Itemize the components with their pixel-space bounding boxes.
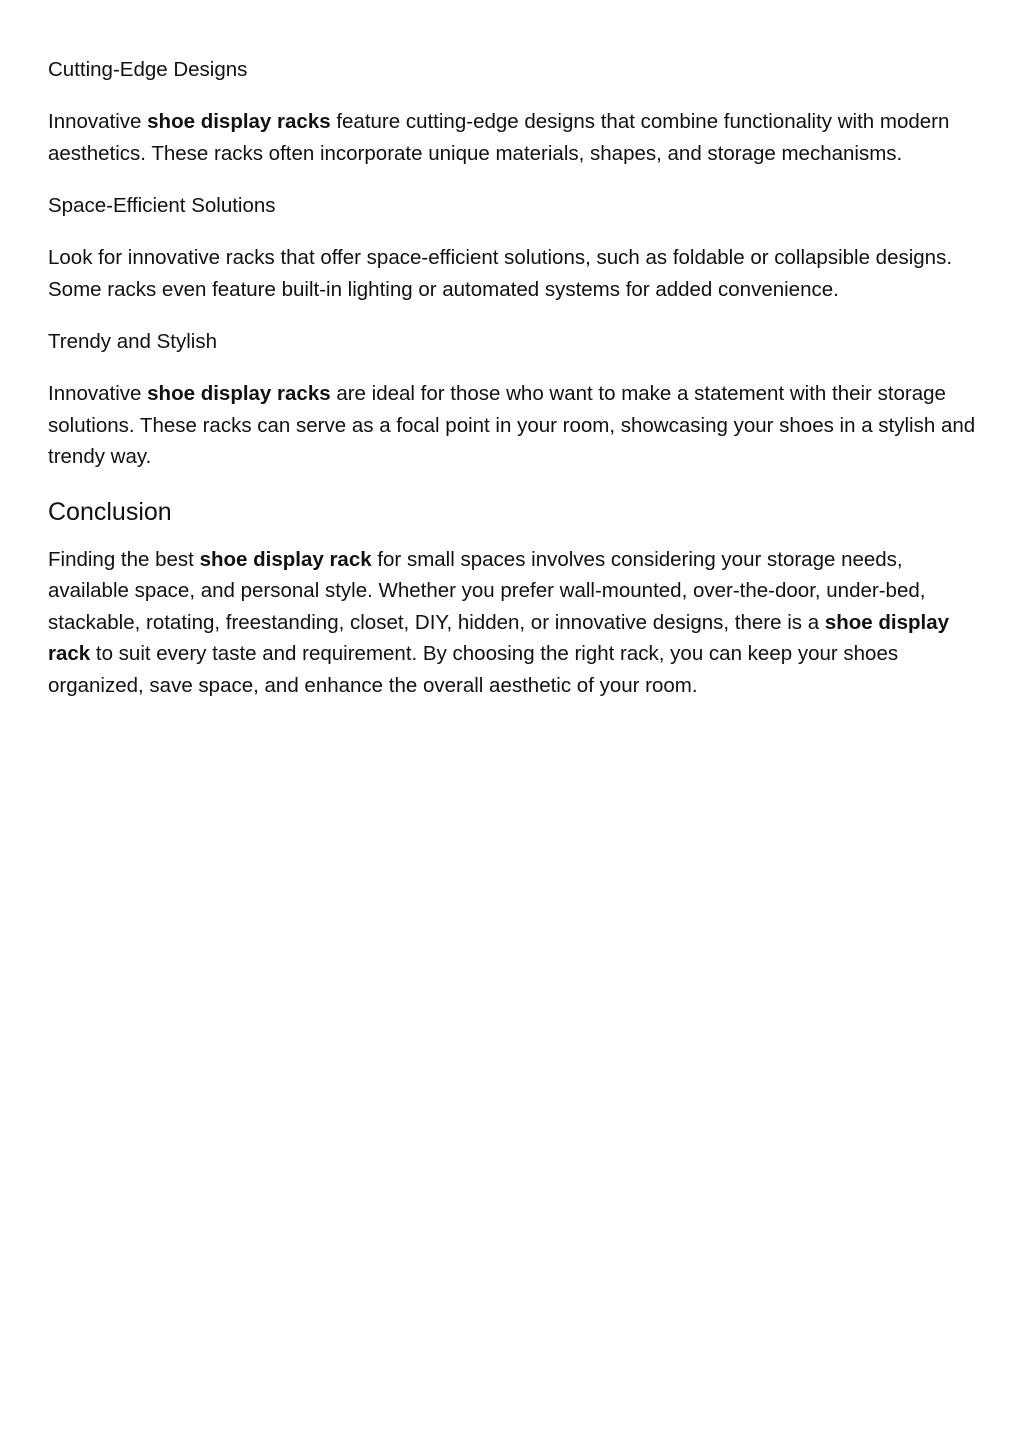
text-segment: Finding the best bbox=[48, 547, 200, 571]
section-heading-conclusion: Conclusion bbox=[48, 497, 172, 526]
subheading-trendy-and-stylish: Trendy and Stylish bbox=[48, 330, 218, 353]
bold-keyword: shoe display racks bbox=[147, 382, 331, 405]
bold-keyword: shoe display rack bbox=[48, 610, 949, 665]
document-page bbox=[48, 54, 976, 722]
text-segment: Innovative bbox=[48, 110, 148, 133]
text-segment: for small spaces involves considering your storage needs, available space, and personal style. Whether you prefer wall-mounted, over-the-door, under-bed, stackable, rotating, freestanding, closet, DIY, hidden, or innovative designs, there is a bbox=[48, 547, 926, 634]
bold-keyword: shoe display racks bbox=[147, 110, 331, 133]
text-segment: to suit every taste and requirement. By choosing the right rack, you can keep your shoes organized, save space, and enhance the overall aesthetic of your room. bbox=[48, 642, 899, 697]
paragraph-space-efficient-solutions: Look for innovative racks that offer space-efficient solutions, such as foldable or collapsible designs. Some racks even feature built-in lighting or automated systems for added convenience. bbox=[48, 246, 953, 301]
bold-keyword: shoe display rack bbox=[199, 547, 372, 571]
paragraph-conclusion bbox=[48, 544, 976, 702]
subheading-space-efficient-solutions: Space-Efficient Solutions bbox=[48, 194, 276, 217]
text-segment: feature cutting-edge designs that combine functionality with modern aesthetics. These racks often incorporate unique materials, shapes, and storage mechanisms. bbox=[48, 110, 950, 165]
paragraph-trendy-and-stylish bbox=[48, 378, 976, 473]
text-segment: are ideal for those who want to make a statement with their storage solutions. These racks can serve as a focal point in your room, showcasing your shoes in a stylish and trendy way. bbox=[48, 382, 976, 468]
text-segment: Innovative bbox=[48, 382, 148, 405]
subheading-cutting-edge-designs: Cutting-Edge Designs bbox=[48, 58, 248, 81]
paragraph-cutting-edge-designs bbox=[48, 106, 976, 169]
